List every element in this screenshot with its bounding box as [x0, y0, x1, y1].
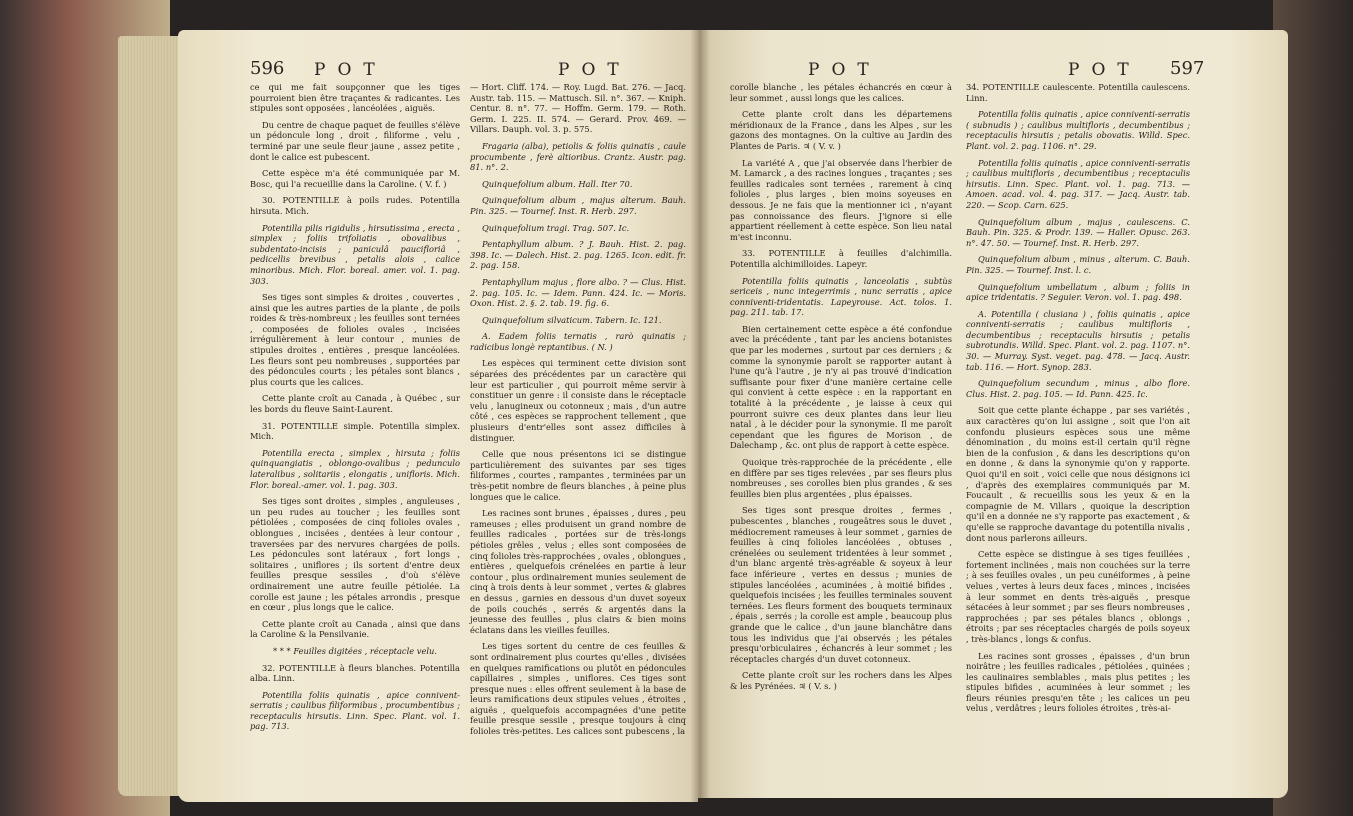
- paragraph: Cette plante croît sur les rochers dans les Alpes & les Pyrénées. ♃ ( V. s. ): [730, 670, 952, 691]
- paragraph: Quinquefolium tragi. Trag. 507. Ic.: [482, 222, 630, 233]
- paragraph: Quinquefolium silvaticum. Tabern. Ic. 121.: [482, 314, 662, 325]
- paragraph: Les tiges sortent du centre de ces feuilles & sont ordinairement plus courtes qu'elles , divisées en quelques ramifications ou plutôt en pédoncules capillaires , simples , uniflores. Ces tiges sont presque nues : elles offrent seulement à la base de leurs ramifications deux stipules velues , étroites , aiguës , quelquefois accompagnées d'une petite feuille presque sessile , presque toujours à cinq folioles très-petites. Les calices sont pubescens , la: [470, 641, 686, 737]
- right-page-number: 597: [1170, 58, 1205, 79]
- paragraph: Soit que cette plante échappe , par ses variétés , aux caractères qu'on lui assigne , soit que l'on ait confondu plusieurs espèces sous une même dénomination , du moins est-il certain qu'il règne bien de la confusion , & dans les descriptions qu'on en donne , & dans la synonymie qu'on y rapporte. Quoi qu'il en soit , voici celle que nous désignons ici , d'après des exemplaires communiqués par M. Foucault , & recueillis sous les yeux & en la compagnie de M. Villars , quoique la description qu'il en a donnée ne s'y rapporte pas exactement , & qu'elle se rapproche davantage du potentilla nivalis , dont nous parlerons ailleurs.: [966, 405, 1190, 543]
- paragraph: A. Potentilla ( clusiana ) , foliis quinatis , apice conniventi-serratis ; caulibus multifloris , decumbentibus ; receptaculis hirsutis ; petalis subrotundis. Willd. Spec. Plant. vol. 2. pag. 1107. n°. 30. — Murray. Syst. veget. pag. 478. — Jacq. Austr. tab. 116. — Hort. Synop. 283.: [966, 308, 1190, 372]
- paragraph: ce qui me fait soupçonner que les tiges pourroient bien être traçantes & radicantes. Les stipules sont opposées , lancéolées , aiguës.: [250, 82, 460, 114]
- paragraph: A. Eadem foliis ternatis , rarò quinatis ; radicibus longè reptantibus. ( N. ): [470, 331, 686, 352]
- paragraph: Cette plante croît dans les départemens méridionaux de la France , dans les Alpes , sur les gazons des montagnes. On la cultive au Jardin des Plantes de Paris. ♃ ( V. v. ): [730, 109, 952, 151]
- paragraph: Potentilla foliis quinatis , apice conniventi-serratis ; caulibus multifloris , decumbentibus ; receptaculis hirsutis. Linn. Spec. Plant. vol. 1. pag. 713. — Amoen. acad. vol. 4. pag. 317. — Jacq. Austr. tab. 220. — Scop. Carn. 625.: [966, 157, 1190, 210]
- paragraph: Quinquefolium umbellatum , album ; foliis in apice tridentatis. ? Seguier. Veron. vol. 1. pag. 498.: [966, 281, 1190, 303]
- left-column-2: [470, 82, 686, 743]
- paragraph: Potentilla foliis quinatis , lanceolatis , subtùs sericeis , nunc integerrimis , nunc serratis , apice conniventi-tridentatis. Lapeyrouse. Act. tolos. 1. pag. 211. tab. 17.: [730, 275, 952, 318]
- left-running-head-2: POT: [558, 60, 631, 80]
- paragraph: Pentaphyllum majus , flore albo. ? — Clus. Hist. 2. pag. 105. Ic. — Idem. Pann. 424. Ic. — Moris. Oxon. Hist. 2. §. 2. tab. 19. fig. 6.: [470, 276, 686, 309]
- paragraph: 34. POTENTILLE caulescente. Potentilla caulescens. Linn.: [966, 82, 1190, 103]
- paragraph: 32. POTENTILLE à fleurs blanches. Potentilla alba. Linn.: [250, 662, 460, 684]
- paragraph: Pentaphyllum album. ? J. Bauh. Hist. 2. pag. 398. Ic. — Dalech. Hist. 2. pag. 1265. Icon. edit. fr. 2. pag. 158.: [470, 239, 686, 271]
- paragraph: La variété A , que j'ai observée dans l'herbier de M. Lamarck , a des racines longues , traçantes ; ses feuilles radicales sont ternées , rarement à cinq folioles , plus larges , bien moins soyeuses en dessous. Je ne fais que la mentionner ici , n'ayant pas connoissance des fleurs. J'ignore si elle appartient réellement à cette espèce. Son lieu natal m'est inconnu.: [730, 157, 952, 242]
- right-page: [698, 30, 1288, 798]
- paragraph: Ses tiges sont simples & droites , couvertes , ainsi que les autres parties de la plante , de poils roides & très-nombreux ; les feuilles sont ternées , composées de folioles ovales , incisées irrégulièrement à leur contour , munies de stipules droites , entières , presque lancéolées. Les fleurs sont peu nombreuses , supportées par des pédoncules courts ; les pétales sont blancs , plus courts que les calices.: [250, 292, 460, 387]
- paragraph: Quinquefolium secundum , minus , albo flore. Clus. Hist. 2. pag. 105. — Id. Pann. 425. Ic.: [966, 378, 1190, 399]
- paragraph: Du centre de chaque paquet de feuilles s'élève un pédoncule long , droit , filiforme , velu , terminé par une seule fleur jaune , assez petite , dont le calice est pubescent.: [250, 119, 460, 162]
- paragraph: Ses tiges sont presque droites , fermes , pubescentes , blanches , rougeâtres sous le duvet , médiocrement rameuses à leur sommet , garnies de feuilles à cinq folioles lancéolées , obtuses , crénelées ou seulement tridentées à leur sommet , d'un blanc argenté très-agréable & soyeux à leur face inférieure , vertes en dessus ; munies de stipules lancéolées , acuminées , à moitié bifides , quelquefois incisées ; les feuilles terminales souvent ternées. Les fleurs forment des bouquets terminaux , épais , serrés ; la corolle est ample , beaucoup plus grande que le calice , d'un jaune blanchâtre dans tous les individus que j'ai observés ; les pétales presqu'orbiculaires , échancrés à leur sommet ; les réceptacles chargés d'un duvet cotonneux.: [730, 505, 952, 664]
- paragraph: 31. POTENTILLE simple. Potentilla simplex. Mich.: [250, 420, 460, 442]
- right-column-2: [966, 82, 1190, 720]
- paragraph: Fragaria (alba), petiolis & foliis quinatis , caule procumbente , ferè altioribus. Crantz. Austr. pag. 81. n°. 2.: [470, 140, 686, 173]
- paragraph: Potentilla pilis rigidulis , hirsutissima , erecta , simplex ; foliis trifoliatis , obovalibus , subdentato-incisis ; paniculâ paucifloriâ , pedicellis brevibus , petalis alois , calice minoribus. Mich. Flor. boreal. amer. vol. 1. pag. 303.: [250, 222, 460, 286]
- paragraph: corolle blanche , les pétales échancrés en cœur à leur sommet , aussi longs que les calices.: [730, 82, 952, 103]
- paragraph: Les racines sont brunes , épaisses , dures , peu rameuses ; elles produisent un grand nombre de feuilles radicales , portées sur de très-longs pétioles grêles , velus ; elles sont composées de cinq folioles très-rapprochées , ovales , oblongues , entières , quelquefois crénelées en partie à leur contour , plus ordinairement munies seulement de cinq à trois dents à leur sommet , vertes & glabres en dessus , garnies en dessous d'un duvet soyeux de poils couchés , serrés & argentés dans la jeunesse des feuilles , plus clairs & bien moins éclatans dans les vieilles feuilles.: [470, 508, 686, 635]
- paragraph: 33. POTENTILLE à feuilles d'alchimilla. Potentilla alchimilloides. Lapeyr.: [730, 248, 952, 269]
- paragraph: Cette espèce se distingue à ses tiges feuillées , fortement inclinées , mais non couchées sur la terre ; à ses feuilles ovales , un peu cunéiformes , à peine velues , vertes à leurs deux faces , minces , incisées à leur sommet en dents très-aiguës , presque sétacées à leur sommet ; par ses fleurs nombreuses , rapprochées ; par ses pétales blancs , oblongs , étroits ; par ses réceptacles chargés de poils soyeux , très-blancs , longs & confus.: [966, 549, 1190, 644]
- paragraph: Cette plante croît au Canada , à Québec , sur les bords du fleuve Saint-Laurent.: [250, 393, 460, 415]
- left-page: [178, 30, 698, 802]
- paragraph: — Hort. Cliff. 174. — Roy. Lugd. Bat. 276. — Jacq. Austr. tab. 115. — Mattusch. Sil. n°. 367. — Kniph. Centur. 8. n°. 77. — Hoffm. Germ. 179. — Roth. Germ. I. 225. II. 574. — Gerard. Prov. 469. — Villars. Dauph. vol. 3. p. 575.: [470, 82, 686, 135]
- right-running-head-2: POT: [1068, 60, 1141, 80]
- paragraph: Potentilla foliis quinatis , apice conniventi-serratis ( subnudis ) ; caulibus multifloris , decumbentibus ; receptaculis hirsutis ; petalis obovatis. Willd. Spec. Plant. vol. 2. pag. 1106. n°. 29.: [966, 109, 1190, 151]
- right-column-1: [730, 82, 952, 697]
- paragraph: Cette espèce m'a été communiquée par M. Bosc, qui l'a recueillie dans la Caroline. ( V. f. ): [250, 168, 460, 189]
- paragraph: Quinquefolium album , majus alterum. Bauh. Pin. 325. — Tournef. Inst. R. Herb. 297.: [470, 195, 686, 216]
- paragraph: Les espèces qui terminent cette division sont séparées des précédentes par un caractère qui leur est particulier , qui pourroit même servir à constituer un genre : il consiste dans le réceptacle velu , lanugineux ou cotonneux ; mais , d'un autre côté , ces espèces se rapprochent tellement , que plusieurs d'entr'elles sont assez difficiles à distinguer.: [470, 358, 686, 443]
- left-running-head: POT: [314, 60, 387, 80]
- paragraph: Bien certainement cette espèce a été confondue avec la précédente , tant par les anciens botanistes que par les modernes , surtout par ces derniers ; & comme la synonymie paroît se rapporter autant à l'une qu'à l'autre , je n'y ai pas trouvé d'indication suffisante pour fixer d'une manière certaine celle qui convient à cette espèce : en la rapportant en totalité à la précédente , je laisse à ceux qui pourront suivre ces deux plantes dans leur lieu natal , à le décider pour la synonymie. Il me paroît cependant que les figures de Morison , de Dalechamp , &c. ont plus de rapport à cette espèce.: [730, 323, 952, 451]
- paragraph: Celle que nous présentons ici se distingue particulièrement des suivantes par ses tiges filiformes , courtes , rampantes , terminées par un très-petit nombre de fleurs blanches , à peine plus longues que le calice.: [470, 449, 686, 502]
- paragraph: Quinquefolium album , minus , alterum. C. Bauh. Pin. 325. — Tournef. Inst. l. c.: [966, 254, 1190, 275]
- book-gutter: [690, 30, 710, 802]
- paragraph: Potentilla foliis quinatis , apice connivent-serratis ; caulibus filiformibus , procumbentibus ; receptaculis hirsutis. Linn. Spec. Plant. vol. 1. pag. 713.: [250, 689, 460, 732]
- left-page-number: 596: [250, 58, 285, 79]
- paragraph: 30. POTENTILLE à poils rudes. Potentilla hirsuta. Mich.: [250, 195, 460, 216]
- right-running-head: POT: [808, 60, 881, 80]
- paragraph: * * * Feuilles digitées , réceptacle velu.: [272, 645, 438, 656]
- left-column-1: [250, 82, 460, 738]
- paragraph: Potentilla erecta , simplex , hirsuta ; foliis quinquangiatis , oblongo-ovalibus ; pedunculo lateralibus , solitariis , elongatis , unifloris. Mich. Flor. boreal.-amer. vol. 1. pag. 303.: [250, 447, 460, 490]
- paragraph: Ses tiges sont droites , simples , anguleuses , un peu rudes au toucher ; les feuilles sont pétiolées , composées de cinq folioles ovales , oblongues , incisées , dentées à leur contour , traversées par des nervures chargées de poils. Les pédoncules sont latéraux , fort longs , solitaires , uniflores ; ils sortent d'entre deux feuilles presque sessiles , d'où s'élève ordinairement une autre feuille pétiolée. La corolle est jaune ; les pétales arrondis , presque en cœur , plus longs que le calice.: [250, 496, 460, 613]
- paragraph: Quinquefolium album. Hall. Iter 70.: [482, 178, 633, 189]
- paragraph: Cette plante croît au Canada , ainsi que dans la Caroline & la Pensilvanie.: [250, 618, 460, 640]
- paragraph: Quinquefolium album , majus , caulescens. C. Bauh. Pin. 325. & Prodr. 139. — Haller. Opusc. 263. n°. 47. 50. — Tournef. Inst. R. Herb. 297.: [966, 216, 1190, 248]
- paragraph: Les racines sont grosses , épaisses , d'un brun noirâtre ; les feuilles radicales , pétiolées , quinées ; les caulinaires semblables , mais plus petites ; les stipules bifides , acuminées à leur sommet ; les fleurs réunies presqu'en tête ; les calices un peu velus , verdâtres ; leurs folioles étroites , très-ai-: [966, 650, 1190, 714]
- paragraph: Quoique très-rapprochée de la précédente , elle en diffère par ses tiges relevées , par ses fleurs plus nombreuses , ses corolles bien plus grandes , & ses feuilles bien plus argentées , plus épaisses.: [730, 457, 952, 499]
